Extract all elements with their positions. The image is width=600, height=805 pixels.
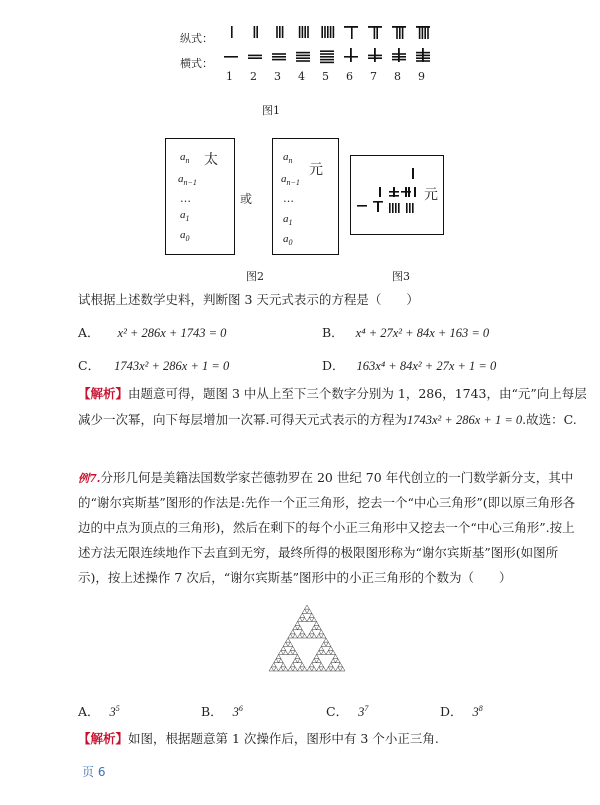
analysis-1-text-1: 由题意可得，题图 3 中从上至下三个数字分别为 1，286，1743，由“元”向上每层 xyxy=(128,386,587,401)
rod-digit-3-horizontal-rod xyxy=(272,56,286,58)
example-number: 例7. xyxy=(78,472,101,485)
digit-1: 1 xyxy=(226,70,233,83)
vertical-rods-row xyxy=(231,26,430,39)
small-triangle xyxy=(298,634,303,638)
rod-digit-9-horizontal-rod xyxy=(416,52,430,54)
figure-3-caption: 图3 xyxy=(392,270,410,283)
coef-a1: $a_1$ xyxy=(180,209,190,224)
option-b-label: B． xyxy=(322,325,344,340)
ex7-option-a-label: A． xyxy=(78,704,100,719)
rod-digit-6-vertical-rod xyxy=(351,27,353,39)
rod-digit-9-vertical-rod xyxy=(422,27,424,39)
small-triangle xyxy=(279,650,284,654)
small-triangle xyxy=(295,655,300,659)
small-triangle xyxy=(309,613,314,617)
small-triangle xyxy=(317,634,322,638)
digit-5: 5 xyxy=(322,70,329,83)
coef-a0: $a_0$ xyxy=(180,229,190,244)
small-triangle xyxy=(321,634,326,638)
example-7-text-1: 分形几何是美籍法国数学家芒德勃罗在 20 世纪 70 年代创立的一门数学新分支，其中 xyxy=(100,470,574,485)
small-triangle xyxy=(321,667,326,671)
small-triangle xyxy=(312,634,317,638)
rod-digit-8-vertical-rod xyxy=(399,27,401,39)
coef-an-1: $a_{n-1}$ xyxy=(281,173,300,188)
small-triangle xyxy=(305,605,310,609)
small-triangle xyxy=(338,663,343,667)
ex7-option-d[interactable] xyxy=(440,702,483,720)
small-triangle xyxy=(336,659,341,663)
small-triangle xyxy=(302,609,307,613)
small-triangle xyxy=(319,646,324,650)
sierpinski-triangle-figure xyxy=(267,603,347,673)
small-triangle xyxy=(286,638,291,642)
small-triangle xyxy=(300,613,305,617)
small-triangle xyxy=(298,659,303,663)
option-a-label: A． xyxy=(78,325,100,340)
rod-digit-1-vertical-rod xyxy=(231,26,233,38)
small-triangle xyxy=(288,634,293,638)
vertical-style-label: 纵式： xyxy=(180,32,213,45)
small-triangle xyxy=(269,667,274,671)
rod-digit-4-vertical-rod xyxy=(299,26,301,38)
rod-digit-4-vertical-rod xyxy=(302,26,304,38)
small-triangle xyxy=(276,655,281,659)
rod-digit-2-vertical-rod xyxy=(254,26,256,38)
small-triangle xyxy=(293,659,298,663)
horizontal-rods-row xyxy=(224,48,430,63)
ex7-option-d-value: $3^8$ xyxy=(472,703,483,719)
small-triangle xyxy=(302,617,307,621)
analysis-tag: 【解析】 xyxy=(78,386,129,401)
figure-2-box-yuan xyxy=(272,138,339,255)
rod-digit-3-vertical-rod xyxy=(279,26,281,38)
analysis-2-text: 如图，根据题意第 1 次操作后，图形中有 3 个小正三角. xyxy=(128,731,439,746)
option-d-expr: 163x⁴ + 84x² + 27x + 1 = 0 xyxy=(356,359,497,373)
rod-digit-3-horizontal-rod xyxy=(272,53,286,55)
small-triangle xyxy=(293,626,298,630)
example-7-line-1 xyxy=(78,469,574,488)
rod-digit-2-horizontal-rod xyxy=(248,55,262,57)
tai-char: 太 xyxy=(204,152,218,168)
small-triangle xyxy=(298,626,303,630)
small-triangle xyxy=(309,630,314,634)
small-triangle xyxy=(279,667,284,671)
rod-digit-4-vertical-rod xyxy=(304,26,306,38)
small-triangle xyxy=(340,667,345,671)
example-7-line-4: 述方法无限连续地作下去直到无穷，最终所得的极限图形称为“谢尔宾斯基”图形(如图所 xyxy=(78,545,559,560)
small-triangle xyxy=(307,667,312,671)
analysis-1-line-1 xyxy=(78,385,587,403)
example-7-line-2: 的“谢尔宾斯基”图形的作法是:先作一个正三角形，挖去一个“中心三角形”(即以原三角形各 xyxy=(78,495,576,510)
option-a[interactable] xyxy=(78,323,226,341)
rod-digit-4-vertical-rod xyxy=(307,26,309,38)
rod-digit-6-horizontal-rod xyxy=(344,56,358,58)
rod-digit-5-vertical-rod xyxy=(327,26,329,38)
digit-2: 2 xyxy=(250,70,257,83)
rod-digit-5-horizontal-rod xyxy=(320,50,334,52)
rod-digit-8-horizontal-rod xyxy=(392,53,406,55)
small-triangle xyxy=(309,663,314,667)
small-triangle xyxy=(328,663,333,667)
ex7-option-b-value: $3^6$ xyxy=(232,703,243,719)
rod-digit-8-horizontal-rod xyxy=(392,59,406,61)
rod-digit-3-vertical-rod xyxy=(282,26,284,38)
horizontal-style-label: 横式： xyxy=(180,57,213,70)
small-triangle xyxy=(307,617,312,621)
rod-digit-7-horizontal-rod xyxy=(368,57,382,59)
rod-numerals-figure xyxy=(220,22,440,72)
digit-row xyxy=(220,70,440,84)
small-triangle xyxy=(288,642,293,646)
small-triangle xyxy=(307,634,312,638)
ex7-option-a[interactable] xyxy=(78,702,120,720)
rod-digit-2-vertical-rod xyxy=(256,26,258,38)
yuan-char: 元 xyxy=(309,162,323,178)
small-triangle xyxy=(300,663,305,667)
small-triangle xyxy=(288,667,293,671)
small-triangle xyxy=(274,667,279,671)
small-triangle xyxy=(317,667,322,671)
rod-digit-5-horizontal-rod xyxy=(320,56,334,58)
option-c-label: C． xyxy=(78,358,101,373)
small-triangle xyxy=(312,617,317,621)
small-triangle xyxy=(302,634,307,638)
ellipsis: … xyxy=(180,192,191,205)
small-triangle xyxy=(314,622,319,626)
coef-an: $a_n$ xyxy=(283,151,293,166)
small-triangle xyxy=(321,642,326,646)
rod-digit-5-vertical-rod xyxy=(321,26,323,38)
ex7-option-c-value: $3^7$ xyxy=(358,703,369,719)
option-c-expr: 1743x² + 286x + 1 = 0 xyxy=(114,359,230,373)
option-b-expr: x⁴ + 27x² + 84x + 163 = 0 xyxy=(355,326,490,340)
ex7-option-b-label: B． xyxy=(201,704,223,719)
small-triangle xyxy=(321,650,326,654)
page-number: 页 6 xyxy=(82,765,106,779)
small-triangle xyxy=(290,630,295,634)
small-triangle xyxy=(333,655,338,659)
analysis-1-text-2b: .故选：C. xyxy=(522,412,577,427)
rod-digit-4-horizontal-rod xyxy=(296,60,310,62)
small-triangle xyxy=(300,630,305,634)
digit-6: 6 xyxy=(346,70,353,83)
figure-2-caption: 图2 xyxy=(246,270,264,283)
small-triangle xyxy=(326,667,331,671)
ex7-option-d-label: D． xyxy=(440,704,463,719)
ex7-option-c-label: C． xyxy=(326,704,349,719)
small-triangle xyxy=(324,638,329,642)
coef-a0: $a_0$ xyxy=(283,233,293,248)
small-triangle xyxy=(279,659,284,663)
small-triangle xyxy=(293,667,298,671)
small-triangle xyxy=(328,646,333,650)
rod-digit-7-vertical-rod xyxy=(374,27,376,39)
rod-digit-1-horizontal-rod xyxy=(224,56,238,58)
rod-digit-9-horizontal-rod xyxy=(416,57,430,59)
option-d-label: D． xyxy=(322,358,345,373)
analysis-1-line-2 xyxy=(78,411,577,429)
small-triangle xyxy=(312,667,317,671)
small-triangle xyxy=(283,650,288,654)
small-triangle xyxy=(312,626,317,630)
option-c[interactable] xyxy=(78,356,229,374)
small-triangle xyxy=(298,617,303,621)
small-triangle xyxy=(326,650,331,654)
small-triangle xyxy=(271,663,276,667)
analysis-tag: 【解析】 xyxy=(78,731,129,746)
small-triangle xyxy=(283,642,288,646)
small-triangle xyxy=(317,650,322,654)
digit-4: 4 xyxy=(298,70,305,83)
rod-digit-5-vertical-rod xyxy=(330,26,332,38)
small-triangle xyxy=(326,642,331,646)
coef-an: $a_n$ xyxy=(180,151,190,166)
small-triangle xyxy=(314,655,319,659)
example-7-line-5: 示)，按上述操作 7 次后，“谢尔宾斯基”图形中的小正三角形的个数为（ ） xyxy=(78,570,512,585)
small-triangle xyxy=(283,667,288,671)
rod-digit-9-vertical-rod xyxy=(424,27,426,39)
or-text: 或 xyxy=(240,192,253,206)
small-triangle xyxy=(319,630,324,634)
option-a-expr: x² + 286x + 1743 = 0 xyxy=(117,326,227,340)
ex7-option-b[interactable] xyxy=(201,702,243,720)
figure-3-box xyxy=(350,155,444,235)
option-b[interactable] xyxy=(322,323,489,341)
analysis-1-text-2a: 减少一次幂，向下每层增加一次幂.可得天元式表示的方程为 xyxy=(78,412,407,427)
small-triangle xyxy=(288,650,293,654)
small-triangle xyxy=(312,659,317,663)
digit-9: 9 xyxy=(418,70,425,83)
rod-digit-5-horizontal-rod xyxy=(320,59,334,61)
small-triangle xyxy=(281,646,286,650)
rod-digit-4-horizontal-rod xyxy=(296,57,310,59)
small-triangle xyxy=(317,659,322,663)
rod-digit-4-horizontal-rod xyxy=(296,52,310,54)
small-triangle xyxy=(290,663,295,667)
ellipsis: … xyxy=(283,192,294,205)
small-triangle xyxy=(317,626,322,630)
rod-digit-5-horizontal-rod xyxy=(320,53,334,55)
coef-a1: $a_1$ xyxy=(283,213,293,228)
rod-digit-9-vertical-rod xyxy=(419,27,421,39)
small-triangle xyxy=(295,622,300,626)
rod-digit-3-horizontal-rod xyxy=(272,59,286,61)
rod-digit-9-horizontal-rod xyxy=(416,60,430,62)
rod-digit-9-horizontal-rod xyxy=(416,55,430,57)
example-7-line-3: 边的中点为顶点的三角形)，然后在剩下的每个小正三角形中又挖去一个“中心三角形”.按上 xyxy=(78,520,575,535)
question-text: 试根据上述数学史料，判断图 3 天元式表示的方程是（ ） xyxy=(78,292,419,307)
analysis-1-expr: 1743x² + 286x + 1 = 0 xyxy=(406,413,523,427)
rod-digit-5-vertical-rod xyxy=(324,26,326,38)
small-triangle xyxy=(331,667,336,671)
rod-digit-7-horizontal-rod xyxy=(368,55,382,57)
small-triangle xyxy=(307,609,312,613)
coef-an-1: $a_{n-1}$ xyxy=(178,173,197,188)
small-triangle xyxy=(302,667,307,671)
small-triangle xyxy=(274,659,279,663)
digit-7: 7 xyxy=(370,70,377,83)
rod-digit-7-vertical-rod xyxy=(376,27,378,39)
digit-3: 3 xyxy=(274,70,281,83)
small-triangle xyxy=(290,646,295,650)
rod-digit-5-vertical-rod xyxy=(333,26,335,38)
rod-digit-8-vertical-rod xyxy=(402,27,404,39)
ex7-option-a-value: $3^5$ xyxy=(109,703,120,719)
rod-digit-3-vertical-rod xyxy=(276,26,278,38)
small-triangle xyxy=(281,663,286,667)
yuan-char: 元 xyxy=(424,187,438,203)
small-triangle xyxy=(293,650,298,654)
rod-digit-8-vertical-rod xyxy=(396,27,398,39)
ex7-option-c[interactable] xyxy=(326,702,368,720)
small-triangle xyxy=(331,650,336,654)
rod-digit-6-horizontal-five xyxy=(350,48,352,62)
digit-8: 8 xyxy=(394,70,401,83)
small-triangle xyxy=(336,667,341,671)
small-triangle xyxy=(293,634,298,638)
figure-1-caption: 图1 xyxy=(262,104,280,117)
analysis-2-line xyxy=(78,730,548,748)
small-triangle xyxy=(298,667,303,671)
rod-digit-5-horizontal-rod xyxy=(320,62,334,64)
rod-digit-4-horizontal-rod xyxy=(296,55,310,57)
small-triangle xyxy=(331,659,336,663)
small-triangle xyxy=(319,663,324,667)
rod-digit-9-vertical-rod xyxy=(427,27,429,39)
figure-2-box-tai xyxy=(165,138,235,255)
option-d[interactable] xyxy=(322,356,496,374)
rod-digit-2-horizontal-rod xyxy=(248,57,262,59)
rod-digit-8-horizontal-rod xyxy=(392,56,406,58)
